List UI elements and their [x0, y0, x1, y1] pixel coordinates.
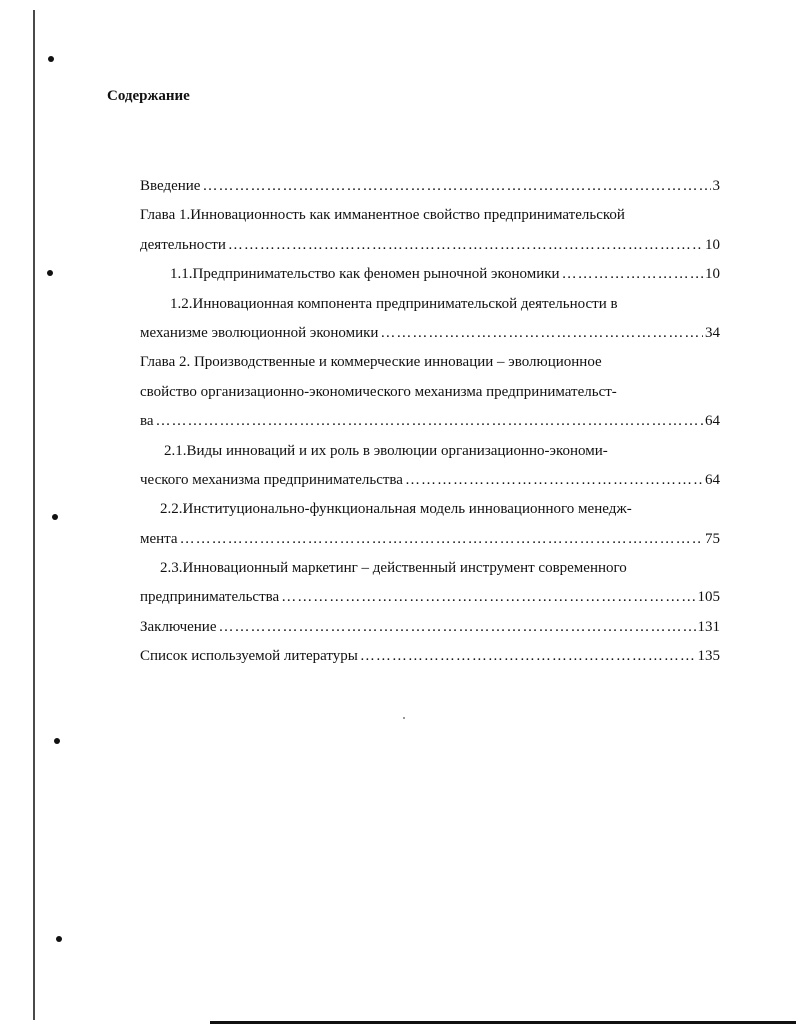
- toc-entry-bibliography: [140, 642, 720, 671]
- toc-entry-section-2-2: [140, 495, 720, 524]
- dot-leader: [228, 231, 703, 260]
- toc-entry-title: 2.1.Виды инноваций и их роль в эволюции организационно-экономи-: [164, 442, 608, 459]
- toc-entry-introduction: [140, 172, 720, 201]
- scan-margin-line: [33, 10, 35, 1020]
- scan-bottom-line: [210, 1021, 796, 1024]
- toc-entry-title: 1.2.Инновационная компонента предпринимательской деятельности в: [170, 295, 618, 312]
- toc-page-number: 131: [697, 618, 720, 635]
- toc-page-number: 3: [712, 178, 720, 194]
- dot-leader: [180, 525, 703, 554]
- toc-entry-section-1-2: [140, 290, 720, 319]
- punch-hole-mark: [52, 514, 58, 520]
- toc-entry-title: Список используемой литературы: [140, 648, 358, 665]
- dot-leader: [380, 319, 703, 348]
- dot-leader: [156, 407, 703, 436]
- toc-page-number: 10: [705, 236, 720, 253]
- toc-entry-chapter-2: [140, 348, 720, 377]
- dot-leader: [360, 642, 696, 671]
- toc-entry-title: Глава 2. Производственные и коммерческие инновации – эволюционное: [140, 354, 602, 371]
- toc-entry-conclusion: [140, 613, 720, 642]
- punch-hole-mark: [56, 936, 62, 942]
- toc-entry-title: ческого механизма предпринимательства: [140, 471, 403, 488]
- page-title: Содержание: [107, 88, 190, 104]
- toc-entry-title: Введение: [140, 178, 201, 194]
- toc-entry-section-1-2-cont: [140, 319, 720, 348]
- toc-entry-title: 2.2.Институционально-функциональная модель инновационного менедж-: [160, 501, 632, 518]
- dot-leader: [405, 466, 703, 495]
- toc-entry-title: 2.3.Инновационный маркетинг – действенный инструмент современного: [160, 560, 627, 577]
- toc-entry-chapter-2-end: [140, 407, 720, 436]
- table-of-contents: [140, 172, 720, 672]
- toc-entry-chapter-1: [140, 201, 720, 230]
- toc-entry-title: Глава 1.Инновационность как имманентное свойство предпринимательской: [140, 207, 625, 224]
- toc-entry-title: 1.1.Предпринимательство как феномен рыночной экономики: [170, 266, 560, 283]
- toc-entry-section-2-1: [140, 437, 720, 466]
- toc-entry-title: деятельности: [140, 236, 226, 253]
- toc-entry-title: ва: [140, 413, 154, 430]
- toc-entry-chapter-2-cont: [140, 378, 720, 407]
- punch-hole-mark: [48, 56, 54, 62]
- dot-leader: [202, 172, 710, 201]
- toc-page-number: 75: [705, 530, 720, 547]
- dot-leader: [219, 613, 696, 642]
- toc-entry-section-2-1-cont: [140, 466, 720, 495]
- punch-hole-mark: [47, 270, 53, 276]
- toc-entry-title: мента: [140, 530, 178, 547]
- toc-entry-title: Заключение: [140, 618, 217, 635]
- toc-page-number: 105: [697, 589, 720, 606]
- dot-leader: [281, 583, 695, 612]
- toc-entry-title: свойство организационно-экономического механизма предпринимательст-: [140, 383, 617, 400]
- toc-entry-section-1-1: [140, 260, 720, 289]
- toc-page-number: 135: [697, 648, 720, 665]
- toc-entry-title: механизме эволюционной экономики: [140, 324, 379, 341]
- toc-entry-section-2-3-cont: [140, 583, 720, 612]
- toc-entry-section-2-2-cont: [140, 525, 720, 554]
- toc-entry-chapter-1-cont: [140, 231, 720, 260]
- toc-page-number: 10: [705, 266, 720, 283]
- toc-entry-title: предпринимательства: [140, 589, 280, 606]
- toc-page-number: 64: [705, 471, 720, 488]
- dot-leader: [562, 260, 703, 289]
- toc-page-number: 34: [705, 324, 720, 341]
- toc-page-number: 64: [705, 413, 720, 430]
- scan-speck: [403, 717, 405, 719]
- punch-hole-mark: [54, 738, 60, 744]
- toc-entry-section-2-3: [140, 554, 720, 583]
